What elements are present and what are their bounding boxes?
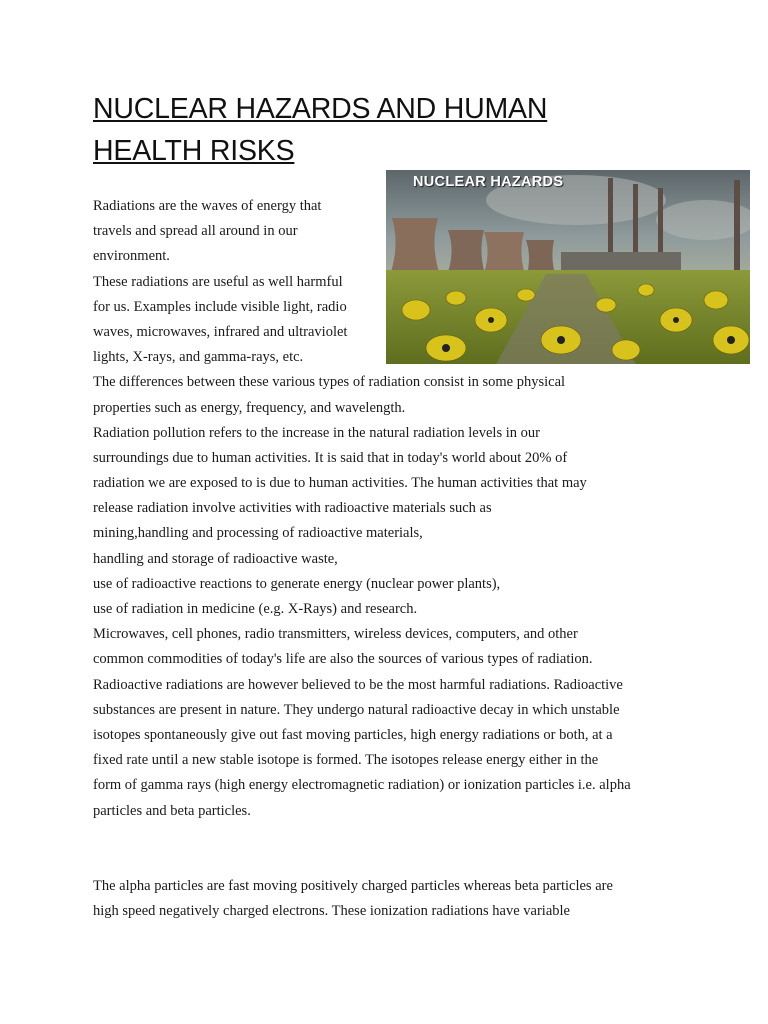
paragraph-line: Radiations are the waves of energy that	[93, 198, 322, 214]
body-text	[93, 194, 693, 924]
paragraph-line: The alpha particles are fast moving positively charged particles whereas beta particles are	[93, 878, 613, 895]
paragraph-line: properties such as energy, frequency, and wavelength.	[93, 399, 406, 416]
paragraph-line: isotopes spontaneously give out fast moving particles, high energy radiations or both, at a	[93, 726, 613, 743]
page-title	[93, 88, 653, 172]
title-line-2: HEALTH RISKS	[93, 135, 295, 167]
paragraph-line: surroundings due to human activities. It is said that in today's world about 20% of	[93, 449, 568, 466]
chimney	[734, 180, 740, 270]
paragraph-line: substances are present in nature. They undergo natural radioactive decay in which unstable	[93, 701, 620, 718]
list-line: mining,handling and processing of radioactive materials,	[93, 525, 423, 542]
list-line: handling and storage of radioactive waste,	[93, 550, 338, 567]
list-line: use of radiation in medicine (e.g. X-Rays) and research.	[93, 601, 418, 617]
paragraph-line: environment.	[93, 248, 170, 265]
paragraph-line: for us. Examples include visible light, radio	[93, 298, 347, 315]
paragraph-line: The differences between these various types of radiation consist in some physical	[93, 374, 566, 391]
paragraph-line: common commodities of today's life are also the sources of various types of radiation.	[93, 651, 593, 668]
title-underline-pad	[294, 130, 342, 172]
paragraph-line: Microwaves, cell phones, radio transmitters, wireless devices, computers, and other	[93, 626, 578, 643]
paragraph-line: lights, X-rays, and gamma-rays, etc.	[93, 349, 304, 366]
paragraph-gap	[93, 824, 693, 874]
paragraph-line: Radiation pollution refers to the increase in the natural radiation levels in our	[93, 424, 540, 441]
paragraph-line: particles and beta particles.	[93, 802, 251, 819]
paragraph-line: travels and spread all around in our	[93, 223, 298, 240]
paragraph-line: release radiation involve activities with radioactive materials such as	[93, 500, 492, 517]
paragraph-line: form of gamma rays (high energy electromagnetic radiation) or ionization particles i.e. alpha	[93, 777, 631, 794]
title-line-1: NUCLEAR HAZARDS AND HUMAN	[93, 93, 548, 125]
paragraph-line: These radiations are useful as well harmful	[93, 273, 343, 290]
paragraph-line: high speed negatively charged electrons. These ionization radiations have variable	[93, 903, 570, 920]
paragraph-line: Radioactive radiations are however believed to be the most harmful radiations. Radioactive	[93, 676, 623, 693]
paragraph-line: waves, microwaves, infrared and ultraviolet	[93, 323, 348, 340]
image-caption-text: NUCLEAR HAZARDS	[413, 174, 564, 190]
list-line: use of radioactive reactions to generate energy (nuclear power plants),	[93, 575, 501, 592]
paragraph-line: radiation we are exposed to is due to human activities. The human activities that may	[93, 475, 587, 492]
paragraph-line: fixed rate until a new stable isotope is formed. The isotopes release energy either in the	[93, 752, 599, 769]
